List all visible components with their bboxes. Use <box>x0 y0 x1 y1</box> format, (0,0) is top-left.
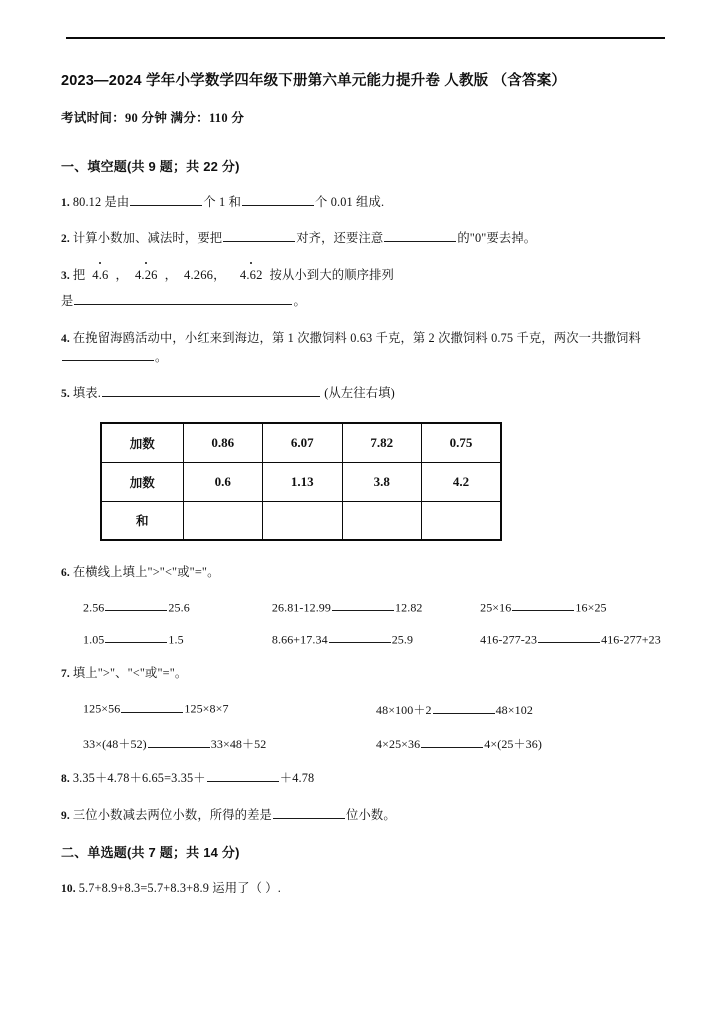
comparison-right: 25.9 <box>391 632 414 647</box>
question-5-number: 5. <box>61 388 70 401</box>
question-2-text-b: 对齐，还要注意 <box>296 231 384 246</box>
comparison-blank[interactable] <box>421 737 483 748</box>
question-10-text: 5.7+8.9+8.3=5.7+8.3+8.9 运用了（ ）. <box>78 881 281 896</box>
question-1-text-a: 80.12 是由 <box>72 194 130 209</box>
question-3-answer-lead: 是 <box>61 293 74 308</box>
table-cell-empty[interactable] <box>183 501 263 540</box>
question-1 <box>61 193 669 213</box>
comparison-left: 8.66+17.34 <box>271 632 328 647</box>
comparison-item <box>272 632 480 647</box>
table-cell-empty[interactable] <box>342 501 422 540</box>
comparison-left: 1.05 <box>83 632 105 647</box>
comparison-blank[interactable] <box>148 737 210 748</box>
table-cell: 0.6 <box>183 462 263 501</box>
question-7-prompt: 填上">"、"<"或"="。 <box>72 666 188 681</box>
question-7-rows <box>83 701 669 752</box>
table-row <box>101 462 501 501</box>
table-cell-empty[interactable] <box>263 501 343 540</box>
question-9-text-b: 位小数。 <box>346 807 396 822</box>
question-7 <box>61 664 669 684</box>
question-3-number: 3. <box>61 269 70 282</box>
question-6-rows <box>83 600 669 648</box>
question-5-blank[interactable] <box>102 386 320 398</box>
question-1-number: 1. <box>61 196 70 209</box>
question-5 <box>61 384 669 404</box>
question-8-text-a: 3.35＋4.78＋6.65=3.35＋ <box>72 771 206 786</box>
header-rule <box>66 37 665 39</box>
table-row-label: 和 <box>101 501 183 540</box>
question-1-text-b: 个 1 和 <box>203 194 242 209</box>
question-2-blank-2[interactable] <box>384 231 456 243</box>
comparison-right: 33×48＋52 <box>210 737 267 752</box>
page-title: 2023—2024 学年小学数学四年级下册第六单元能力提升卷 人教版 （含答案） <box>61 73 567 89</box>
comparison-item <box>480 600 669 615</box>
comparison-left: 33×(48＋52) <box>83 737 147 752</box>
comparison-blank[interactable] <box>538 632 600 643</box>
question-8-blank[interactable] <box>207 770 279 782</box>
comparison-item <box>83 600 272 615</box>
comparison-right: 416-277+23 <box>601 632 661 647</box>
exam-meta: 考试时间：90 分钟 满分：110 分 <box>61 110 245 125</box>
question-8-number: 8. <box>61 773 70 786</box>
question-2-text-c: 的"0"要去掉。 <box>457 231 537 246</box>
document-content <box>61 72 669 916</box>
question-10 <box>61 879 669 899</box>
question-2 <box>61 229 669 249</box>
question-3-answer-line <box>61 292 669 311</box>
comparison-left: 25×16 <box>480 600 512 615</box>
question-6-prompt: 在横线上填上">"<"或"="。 <box>72 565 220 580</box>
question-7-number: 7. <box>61 668 70 681</box>
comparison-blank[interactable] <box>332 600 394 611</box>
comparison-right: 12.82 <box>395 600 423 615</box>
comparison-left: 2.56 <box>83 600 105 615</box>
comparison-item <box>376 701 669 718</box>
table-cell: 6.07 <box>263 423 343 462</box>
question-6-row-2 <box>83 632 669 647</box>
comparison-item <box>83 701 376 718</box>
section-heading-fill-in-blank: 一、填空题(共 9 题；共 22 分) <box>61 158 240 174</box>
comparison-left: 48×100＋2 <box>376 703 432 718</box>
fill-table <box>100 422 502 541</box>
comparison-item <box>480 632 669 647</box>
comparison-right: 16×25 <box>575 600 607 615</box>
section-heading-multiple-choice: 二、单选题(共 7 题；共 14 分) <box>61 845 240 861</box>
question-8-text-b: ＋4.78 <box>279 771 315 786</box>
question-4-number: 4. <box>61 332 70 345</box>
question-6-row-1 <box>83 600 669 615</box>
question-4-text: 在挽留海鸥活动中，小红来到海边，第 1 次撒饲料 0.63 千克，第 2 次撒饲料 0.75 千克，两次一共撒饲料 <box>72 330 641 345</box>
comparison-blank[interactable] <box>329 632 391 643</box>
fill-table-wrapper <box>100 422 669 541</box>
question-6-number: 6. <box>61 567 70 580</box>
comparison-left: 416-277-23 <box>480 632 538 647</box>
comparison-item <box>83 735 376 752</box>
question-7-row-2 <box>83 735 669 752</box>
question-3-tail: 按从小到大的顺序排列 <box>269 267 395 282</box>
question-3-sep-2: ， <box>164 267 178 282</box>
table-row <box>101 501 501 540</box>
comparison-right: 4×(25＋36) <box>484 737 542 752</box>
question-4-blank[interactable] <box>62 350 154 362</box>
question-9 <box>61 806 669 826</box>
question-7-row-1 <box>83 701 669 718</box>
table-cell: 1.13 <box>263 462 343 501</box>
question-3-value-1: 4.6 <box>92 266 108 286</box>
table-cell: 4.2 <box>422 462 502 501</box>
question-9-blank[interactable] <box>273 807 345 819</box>
table-row-label: 加数 <box>101 423 183 462</box>
comparison-blank[interactable] <box>105 600 167 611</box>
question-1-text-c: 个 0.01 组成. <box>315 194 385 209</box>
comparison-left: 4×25×36 <box>376 737 421 752</box>
question-5-lead: 填表. <box>72 386 101 401</box>
table-cell-empty[interactable] <box>422 501 502 540</box>
question-4 <box>61 329 669 368</box>
question-1-blank-2[interactable] <box>242 194 314 206</box>
question-3-value-4: 4.62 <box>240 266 263 286</box>
question-3-value-3: 4.266， <box>184 267 226 282</box>
comparison-item <box>83 632 272 647</box>
question-3-sep-1: ， <box>115 267 128 282</box>
question-2-number: 2. <box>61 233 70 246</box>
table-cell: 0.75 <box>422 423 502 462</box>
question-3-value-2: 4.26 <box>135 266 158 286</box>
question-10-number: 10. <box>61 883 76 896</box>
table-row-label: 加数 <box>101 462 183 501</box>
question-9-text-a: 三位小数减去两位小数，所得的差是 <box>72 807 272 822</box>
comparison-item <box>376 735 669 752</box>
question-3-lead: 把 <box>72 267 86 282</box>
question-2-text-a: 计算小数加、减法时，要把 <box>72 231 223 246</box>
question-2-blank-1[interactable] <box>223 231 295 243</box>
table-cell: 0.86 <box>183 423 263 462</box>
question-6 <box>61 563 669 583</box>
table-row <box>101 423 501 462</box>
question-9-number: 9. <box>61 809 70 822</box>
table-cell: 7.82 <box>342 423 422 462</box>
comparison-right: 25.6 <box>168 600 190 615</box>
question-3 <box>61 266 669 286</box>
table-cell: 3.8 <box>342 462 422 501</box>
comparison-blank[interactable] <box>121 701 183 712</box>
question-1-blank-1[interactable] <box>130 194 202 206</box>
comparison-right: 48×102 <box>495 703 533 718</box>
question-8 <box>61 769 669 789</box>
comparison-left: 26.81-12.99 <box>271 600 332 615</box>
comparison-blank[interactable] <box>512 600 574 611</box>
comparison-left: 125×56 <box>83 701 121 716</box>
comparison-blank[interactable] <box>105 632 167 643</box>
comparison-right: 1.5 <box>168 632 184 647</box>
comparison-blank[interactable] <box>433 703 495 714</box>
question-3-blank[interactable] <box>74 293 292 305</box>
question-5-note: (从左往右填) <box>324 386 395 401</box>
question-3-answer-tail: 。 <box>293 293 306 308</box>
comparison-right: 125×8×7 <box>184 701 229 716</box>
comparison-item <box>272 600 480 615</box>
question-4-tail: 。 <box>155 350 168 365</box>
